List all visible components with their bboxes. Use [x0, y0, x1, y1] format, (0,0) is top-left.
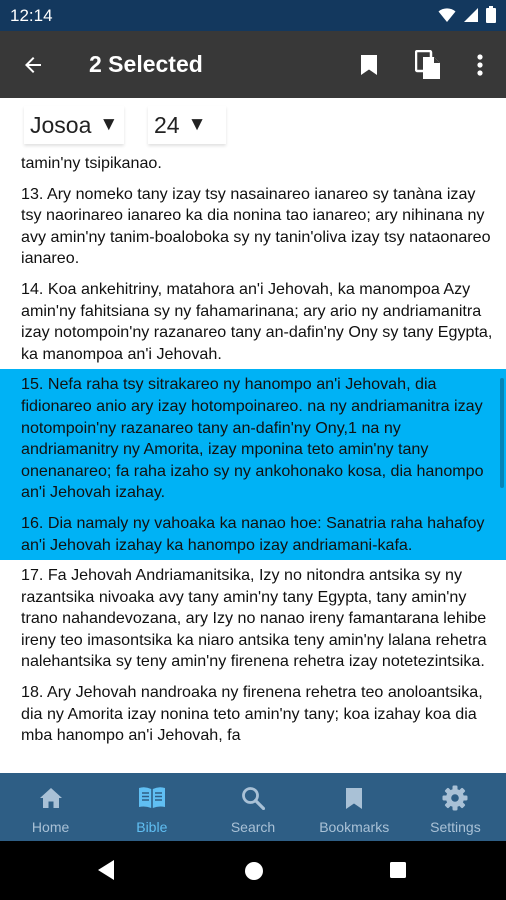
bookmark-button[interactable] — [353, 48, 385, 82]
dropdown-arrow-icon: ▼ — [99, 114, 119, 135]
bottom-navigation — [0, 773, 506, 841]
signal-icon — [463, 7, 479, 23]
nav-item-home[interactable] — [0, 773, 101, 841]
status-time: 12:14 — [10, 6, 53, 25]
back-button[interactable] — [14, 46, 52, 84]
chapter-dropdown[interactable] — [148, 106, 226, 144]
nav-item-settings[interactable] — [405, 773, 506, 841]
book-icon — [138, 786, 166, 810]
nav-label: Settings — [430, 819, 481, 835]
nav-label: Search — [230, 819, 276, 835]
battery-icon — [486, 6, 496, 23]
nav-item-search[interactable] — [202, 773, 303, 841]
gear-icon — [442, 785, 468, 811]
nav-label: Bible — [136, 819, 168, 835]
nav-label: Home — [31, 819, 70, 835]
system-navigation-bar — [0, 841, 506, 900]
chapter-number: 24 — [154, 111, 180, 138]
book-dropdown[interactable] — [24, 106, 124, 144]
bookmark-icon — [345, 787, 363, 810]
system-back-icon[interactable] — [96, 859, 116, 881]
verse-text[interactable]: 17. Fa Jehovah Andriamanitsika, Izy no nitondra antsika sy ny razantsika nivoaka avy tany amin'ny tany Egypta, tany amin'ny trano nahandevozana, ary Izy no nanao ireny famantarana lehibe ireny teo imasontsika ka niaro antsika teny amin'ny lalana rehetra nalehantsika sy teny amin'ny firenena rehetra izay notetezintsika. — [21, 566, 487, 671]
more-options-button[interactable] — [466, 48, 494, 82]
scroll-indicator[interactable] — [500, 378, 504, 488]
wifi-icon — [438, 7, 456, 23]
search-icon — [241, 786, 265, 810]
system-recents-icon[interactable] — [389, 861, 407, 879]
book-chapter-selector — [0, 98, 506, 150]
verse-text[interactable]: 15. Nefa raha tsy sitrakareo ny hanompo an'i Jehovah, dia fidionareo anio ary izay hotompoinareo. na ny andriamanitra izay notompoin'ny razanareo tany an-dafin'ny Ony,1 na ny andriamanitry ny Amorita, izay mponina teto amin'ny tany onenanareo; fa raha izaho sy ny ankohonako kosa, dia hanompo an'i Jehovah izahay. — [0, 369, 506, 508]
home-icon — [39, 787, 63, 809]
verse-text[interactable]: 16. Dia namaly ny vahoaka ka nanao hoe: Sanatria raha hahafoy an'i Jehovah izahay ka hanompo izay andriamani-kafa. — [0, 508, 506, 560]
verse-list — [0, 148, 506, 751]
system-home-icon[interactable] — [244, 861, 264, 881]
verse-text[interactable]: 13. Ary nomeko tany izay tsy nasainareo ianareo sy tanàna izay tsy naorinareo ianareo ka dia nonina tao ianareo; ary nihinana ny avy amin'ny tanim-boaloboka sy ny tanin'oliva izay tsy nataonareo ianareo. — [21, 184, 491, 268]
scripture-content[interactable] — [0, 148, 506, 773]
verse-text[interactable]: 14. Koa ankehitriny, matahora an'i Jehovah, ka manompoa Azy amin'ny fahitsiana sy ny fahamarinana; ary ario ny andriamanitra izay notompoin'ny razanareo tany an-dafin'ny Ony sy tany Egypta, ka manompoa an'i Jehovah. — [21, 279, 493, 363]
more-vert-icon — [477, 54, 483, 76]
book-name: Josoa — [30, 111, 92, 138]
bookmark-icon — [360, 54, 378, 76]
copy-button[interactable] — [410, 46, 446, 84]
arrow-back-icon — [21, 53, 45, 77]
dropdown-arrow-icon: ▼ — [187, 114, 207, 135]
action-bar — [0, 31, 506, 98]
nav-item-bible[interactable] — [101, 773, 202, 841]
verse-text[interactable]: tamin'ny tsipikanao. — [21, 154, 162, 172]
copy-icon — [415, 50, 441, 80]
verse-text[interactable]: 18. Ary Jehovah nandroaka ny firenena rehetra teo anoloantsika, dia ny Amorita izay nonina teto amin'ny tany; koa izahay koa dia mba hanompo an'i Jehovah, fa — [21, 683, 483, 745]
status-bar — [0, 0, 506, 31]
nav-label: Bookmarks — [319, 819, 390, 835]
nav-item-bookmarks[interactable] — [304, 773, 405, 841]
selection-count-title: 2 Selected — [89, 51, 203, 77]
status-icons — [438, 6, 496, 23]
